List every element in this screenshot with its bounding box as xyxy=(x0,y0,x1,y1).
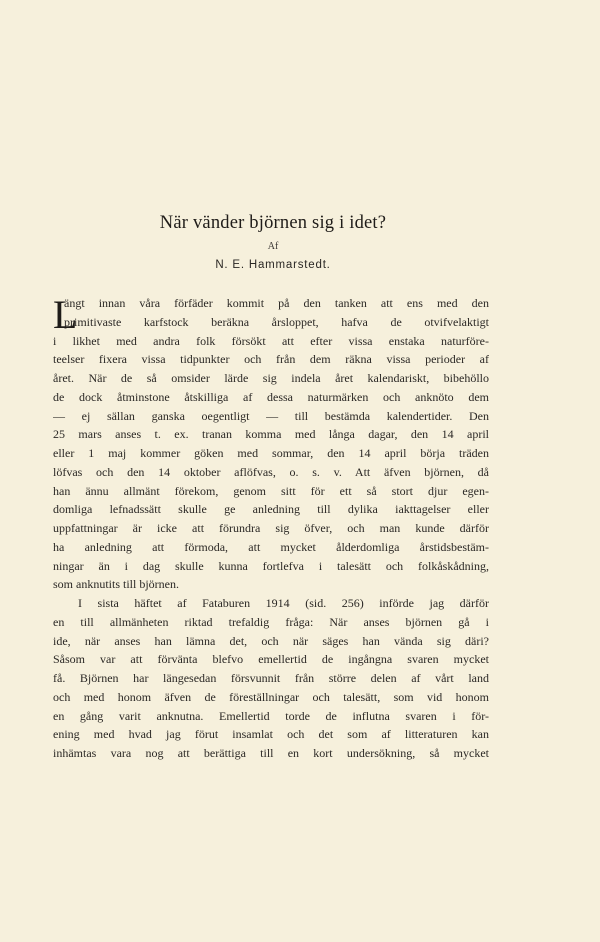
byline: Af xyxy=(267,241,279,252)
text-line: en till allmänheten riktad trefaldig fråga: När anses björnen gå i xyxy=(53,614,489,629)
text-line: ening med hvad jag förut insamlat och det som af litteraturen kan xyxy=(53,727,489,742)
body-lines xyxy=(53,294,489,763)
drop-cap: L xyxy=(53,292,78,337)
author-name: N. E. Hammarstedt. xyxy=(215,259,331,271)
text-line: — ej sällan ganska oegentligt — till bestämda kalendertider. Den xyxy=(53,408,489,423)
text-line: ängt innan våra förfäder kommit på den tanken att ens med den xyxy=(64,296,489,310)
text-line: primitivaste karfstock beräkna årsloppet, hafva de otvifvelaktigt xyxy=(64,314,489,329)
text-line: I sista häftet af Fataburen 1914 (sid. 256) införde jag därför xyxy=(78,596,489,610)
text-line: uppfattningar är icke att förundra sig öfver, och man kunde därför xyxy=(53,521,489,535)
text-line: inhämtas vara nog att berättiga till en kort undersökning, så mycket xyxy=(53,746,489,760)
text-line: han ännu allmänt förekom, genom sitt för ett så stort djur egen- xyxy=(53,483,489,498)
article-body xyxy=(53,294,489,763)
text-line: få. Björnen har längesedan försvunnit från större delen af vårt land xyxy=(53,671,489,685)
text-line: ide, när anses han lämna det, och när säges han vända sig däri? xyxy=(53,633,489,648)
text-line: i likhet med andra folk försökt att efter vissa enstaka naturföre- xyxy=(53,333,489,348)
text-line: Såsom var att förvänta blefvo emellertid de ingångna svaren mycket xyxy=(53,652,489,667)
text-line: domliga lefnadssätt skulle ge anledning till dylika iakttagelser eller xyxy=(53,502,489,517)
text-line: teelser fixera vissa tidpunkter och från dem räkna vissa perioder af xyxy=(53,352,489,367)
text-line: som anknutits till björnen. xyxy=(53,577,179,592)
text-line: 25 mars anses t. ex. tranan komma med långa dagar, den 14 april xyxy=(53,427,489,442)
text-line: ha anledning att förmoda, att mycket ålderdomliga årstidsbestäm- xyxy=(53,539,489,554)
text-line: och med honom äfven de föreställningar och talesätt, som vid honom xyxy=(53,689,489,704)
article-title: När vänder björnen sig i idet? xyxy=(159,213,387,233)
text-line: ningar än i dag skulle kunna fortlefva i talesätt och folkåskådning, xyxy=(53,558,489,573)
text-line: de dock åtminstone åtskilliga af dessa naturmärken och anknöto dem xyxy=(53,389,489,404)
text-line: en gång varit anknutna. Emellertid torde de influtna svaren i för- xyxy=(53,708,489,723)
text-line: året. När de så omsider lärde sig indela året kalendariskt, bibehöllo xyxy=(53,371,489,385)
text-line: eller 1 maj kommer göken med sommar, den 14 april börja träden xyxy=(53,446,489,460)
text-line: löfvas och den 14 oktober aflöfvas, o. s. v. Att äfven björnen, då xyxy=(53,464,489,479)
